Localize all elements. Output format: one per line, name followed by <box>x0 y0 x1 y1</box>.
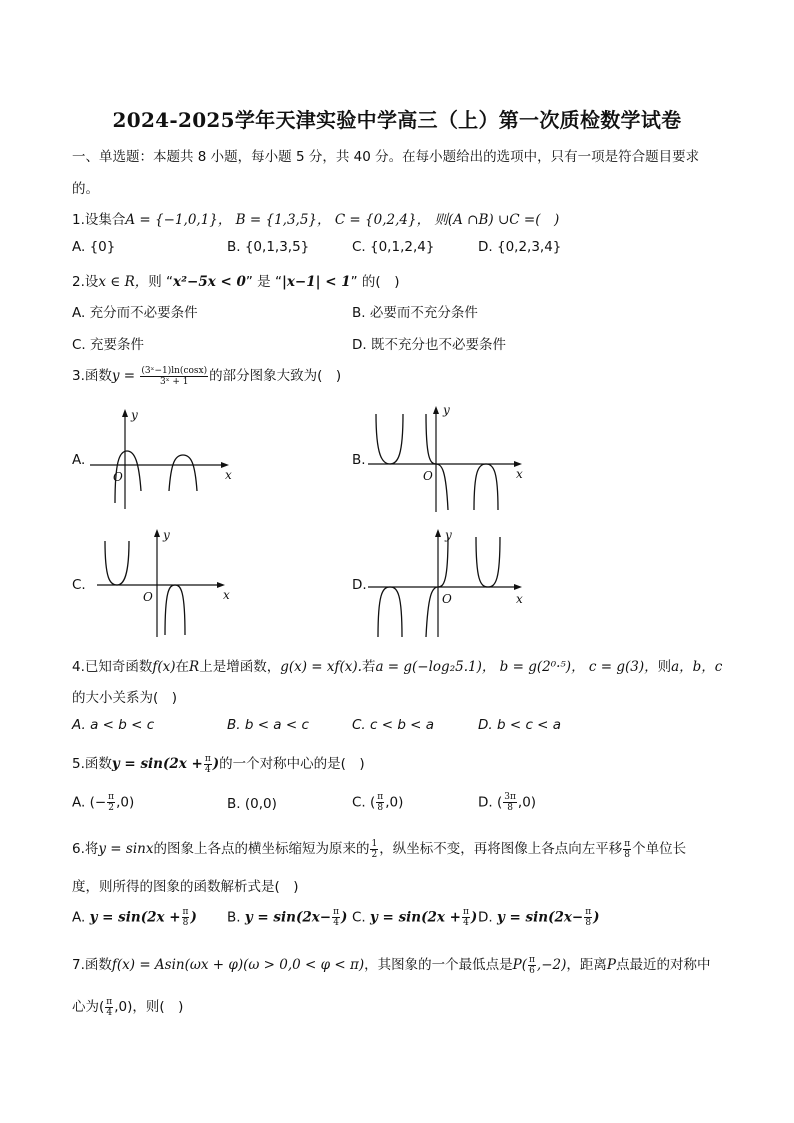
q5-option-b[interactable]: B. (0,0) <box>227 796 277 812</box>
q5-opt-a-frac <box>107 792 115 813</box>
graph-a-y-label: y <box>131 408 138 422</box>
q7-p2: P <box>606 957 616 973</box>
q6-half-num: 1 <box>371 838 378 849</box>
q6-opt-a-expr: y = sin(2x + <box>89 909 181 926</box>
q6-expr: y = sinx <box>98 841 154 857</box>
q7-p-num: π <box>529 954 535 965</box>
graph-b[interactable] <box>366 400 531 515</box>
graph-c-y-label: y <box>163 528 170 542</box>
graph-c-x-label: x <box>223 588 230 602</box>
question-6-line2: 度，则所得的图象的函数解析式是( ) <box>72 879 299 895</box>
q5-opt-a-den: 2 <box>108 803 114 813</box>
q1-set-b: B = {1,3,5}， <box>235 212 331 228</box>
q4-abc: a，b，c <box>671 659 723 675</box>
q2-option-a[interactable]: A. 充分而不必要条件 <box>72 305 198 321</box>
question-5 <box>72 752 365 775</box>
q4-text-c: 上是增函数， <box>199 659 281 675</box>
q2-mid2: ” 是 “ <box>245 274 282 290</box>
graph-c-y-arrow <box>154 529 160 537</box>
q5-suffix: 的一个对称中心的是( ) <box>219 756 365 772</box>
q4-R: R <box>189 659 200 675</box>
q7-mid3: 点最近的对称中 <box>615 957 711 973</box>
graph-c-origin: O <box>143 590 153 604</box>
q7-c-frac <box>105 997 113 1018</box>
q6-opt-b-frac <box>332 907 340 928</box>
q5-opt-d-den: 8 <box>507 803 513 813</box>
graph-d-x-label: x <box>516 592 523 606</box>
q6-opt-a-num: π <box>182 907 189 917</box>
q2-option-d[interactable]: D. 既不充分也不必要条件 <box>352 337 506 353</box>
graph-c-label[interactable]: C. <box>72 577 86 593</box>
q5-frac-num: π <box>204 753 211 764</box>
q3-frac-num: (3ˣ−1)ln(cosx) <box>141 365 208 376</box>
graph-a-origin: O <box>113 470 123 484</box>
q6-opt-b-den: 4 <box>333 918 339 928</box>
q4-option-a[interactable]: A. a < b < c <box>72 717 155 733</box>
q1-set-c: C = {0,2,4}， <box>334 212 431 228</box>
q6-opt-d-den: 8 <box>585 918 592 928</box>
graph-a-label[interactable]: A. <box>72 452 86 468</box>
q6-mid2: ，纵坐标不变，再将图像上各点向左平移 <box>379 841 623 857</box>
graph-a-curve-2 <box>169 455 197 491</box>
q5-opt-d-num: 3π <box>504 792 516 802</box>
q7-c-num: π <box>106 996 113 1007</box>
graph-c[interactable] <box>95 523 245 640</box>
q6-option-a[interactable] <box>72 907 197 928</box>
q5-frac-den: 4 <box>204 764 211 775</box>
graph-d[interactable] <box>366 525 531 640</box>
q2-end: ” 的( ) <box>350 274 400 290</box>
q5-prefix: 5.函数 <box>72 756 112 772</box>
q6-opt-d-frac <box>584 907 592 928</box>
q4-text-a: 4.已知奇函数 <box>72 659 153 675</box>
q1-option-c[interactable]: C. {0,1,2,4} <box>352 239 435 255</box>
q5-opt-a-end: ,0) <box>116 794 135 811</box>
q6-opt-c-label: C. <box>352 909 371 926</box>
q7-point: P( <box>512 957 527 973</box>
q7-p-den: 6 <box>529 965 535 976</box>
q5-opt-c-label: C. ( <box>352 794 376 811</box>
q5-opt-a-num: π <box>108 792 115 802</box>
q6-opt-c-den: 4 <box>463 918 469 928</box>
q6-opt-d-end: ) <box>593 909 600 926</box>
q5-opt-d-frac <box>503 792 517 813</box>
graph-b-x-label: x <box>516 467 523 481</box>
q6-opt-d-label: D. <box>478 909 497 926</box>
graph-c-curve-2 <box>165 585 185 635</box>
graph-b-y-label: y <box>443 403 450 417</box>
q6-opt-c-end: ) <box>470 909 478 926</box>
q4-a: a = g(−log₂5.1)， <box>375 659 496 675</box>
question-4-line1 <box>72 655 722 675</box>
q3-frac-den: 3ˣ + 1 <box>160 376 189 387</box>
graph-c-curve-1 <box>105 541 129 585</box>
graph-d-y-arrow <box>435 529 441 537</box>
q2-cond: x ∈ R， <box>98 274 149 290</box>
q2-mid1: 则 “ <box>148 274 174 290</box>
q4-text-d: 若 <box>361 659 376 675</box>
q6-mid1: 的图象上各点的横坐标缩短为原来的 <box>153 841 370 857</box>
q6-opt-a-frac <box>182 907 190 928</box>
question-7-line2 <box>72 995 183 1018</box>
question-3 <box>72 364 341 387</box>
q7-mid: ，其图象的一个最低点是 <box>364 957 513 973</box>
q7-mid2: ，距离 <box>566 957 607 973</box>
q3-prefix: 3.函数 <box>72 368 112 384</box>
graph-a-x-label: x <box>225 468 232 482</box>
graph-b-curve-2 <box>426 414 448 510</box>
q4-fx: f(x) <box>152 659 176 675</box>
q6-opt-b-num: π <box>333 907 340 917</box>
q6-option-b[interactable] <box>227 907 347 928</box>
question-6-line1 <box>72 837 686 860</box>
section-heading-line1: 一、单选题：本题共 8 小题，每小题 5 分，共 40 分。在每小题给出的选项中，只有一项是符合题目要求 <box>72 149 700 165</box>
question-1 <box>72 208 559 228</box>
q5-fraction <box>204 754 212 775</box>
q4-option-d[interactable]: D. b < c < a <box>478 717 562 733</box>
q2-expr2: |x−1| < 1 <box>281 274 351 290</box>
q6-opt-d-num: π <box>585 907 592 917</box>
q6-opt-b-label: B. <box>227 909 245 926</box>
q6-opt-b-end: ) <box>341 909 348 926</box>
q7-prefix: 7.函数 <box>72 957 112 973</box>
q1-option-a[interactable]: A. {0} <box>72 239 116 255</box>
q6-opt-c-num: π <box>462 907 469 917</box>
q7-expr: f(x) = Asin(ωx + φ)(ω > 0,0 < φ < π) <box>111 957 365 973</box>
q4-option-c[interactable]: C. c < b < a <box>352 717 435 733</box>
q6-mid3: 个单位长 <box>632 841 687 857</box>
q1-option-d[interactable]: D. {0,2,3,4} <box>478 239 562 255</box>
q3-lhs: y = <box>111 368 136 384</box>
q2-prefix: 2.设 <box>72 274 99 290</box>
q6-opt-b-expr: y = sin(2x− <box>244 909 332 926</box>
q5-option-a[interactable] <box>72 792 134 813</box>
q4-c: c = g(3)， <box>588 659 658 675</box>
q5-opt-c-den: 8 <box>377 803 384 813</box>
q2-expr1: x²−5x < 0 <box>173 274 246 290</box>
q4-text-b: 在 <box>175 659 190 675</box>
graph-b-origin: O <box>423 469 433 483</box>
q6-option-c[interactable] <box>352 907 477 928</box>
q7-c-den: 4 <box>106 1007 113 1018</box>
question-4-line2: 的大小关系为( ) <box>72 690 178 706</box>
q1-prefix: 1.设集合 <box>72 212 126 228</box>
q4-text-e: 则 <box>657 659 672 675</box>
q6-opt-a-label: A. <box>72 909 90 926</box>
q7-line2-a: 心为( <box>72 999 105 1015</box>
q6-opt-c-expr: y = sin(2x + <box>370 909 461 926</box>
graph-b-label[interactable]: B. <box>352 452 366 468</box>
q2-option-b[interactable]: B. 必要而不充分条件 <box>352 305 478 321</box>
q7-p-end: ,−2) <box>536 957 567 973</box>
q6-shift-den: 8 <box>624 849 631 860</box>
q6-half-frac <box>370 839 378 860</box>
page-title: 2024-2025学年天津实验中学高三（上）第一次质检数学试卷 <box>112 108 682 132</box>
q1-option-b[interactable]: B. {0,1,3,5} <box>227 239 310 255</box>
q7-p-frac <box>528 955 536 976</box>
q6-option-d[interactable] <box>478 907 600 928</box>
question-7-line1 <box>72 953 710 976</box>
graph-d-origin: O <box>442 592 452 606</box>
graph-a[interactable] <box>85 403 245 513</box>
q5-opt-d-end: ,0) <box>517 794 537 811</box>
q1-set-a: A = {−1,0,1}， <box>125 212 232 228</box>
q5-opt-c-frac <box>376 792 384 813</box>
q1-ask: 则(A ∩B) ∪C =( ) <box>434 212 560 228</box>
graph-d-label[interactable]: D. <box>352 577 367 593</box>
section-heading-line2: 的。 <box>72 181 99 197</box>
graph-d-x-arrow <box>514 584 522 590</box>
q4-b: b = g(2⁰·⁵)， <box>499 659 585 675</box>
graph-d-y-label: y <box>445 528 452 542</box>
graph-b-y-arrow <box>433 406 439 414</box>
graph-b-curve-1 <box>376 414 403 464</box>
graph-a-y-arrow <box>122 409 128 417</box>
q7-line2-b: ,0)，则( ) <box>114 999 184 1015</box>
q5-option-c[interactable] <box>352 792 403 813</box>
q6-half-den: 2 <box>371 849 378 860</box>
q6-opt-c-frac <box>462 907 470 928</box>
q3-fraction <box>140 366 208 387</box>
graph-b-curve-3 <box>474 464 498 510</box>
q6-opt-d-expr: y = sin(2x− <box>496 909 584 926</box>
q5-opt-d-label: D. ( <box>478 794 503 811</box>
q5-expr-end: ) <box>212 756 220 772</box>
q6-shift-num: π <box>624 838 631 849</box>
q5-expr: y = sin(2x + <box>111 756 203 772</box>
graph-d-curve-3 <box>476 537 500 587</box>
q6-opt-a-den: 8 <box>182 918 189 928</box>
q6-shift-frac <box>623 839 631 860</box>
q6-opt-a-end: ) <box>190 909 197 926</box>
q4-option-b[interactable]: B. b < a < c <box>227 717 309 733</box>
graph-d-curve-1 <box>378 587 402 637</box>
q5-opt-a-label: A. (− <box>72 794 107 811</box>
question-2 <box>72 270 399 290</box>
q5-opt-c-num: π <box>377 792 384 802</box>
q5-opt-c-end: ,0) <box>385 794 404 811</box>
q2-option-c[interactable]: C. 充要条件 <box>72 337 145 353</box>
q6-prefix: 6.将 <box>72 841 99 857</box>
q5-option-d[interactable] <box>478 792 536 813</box>
q3-suffix: 的部分图象大致为( ) <box>209 368 342 384</box>
q4-gx: g(x) = xf(x). <box>280 659 362 675</box>
